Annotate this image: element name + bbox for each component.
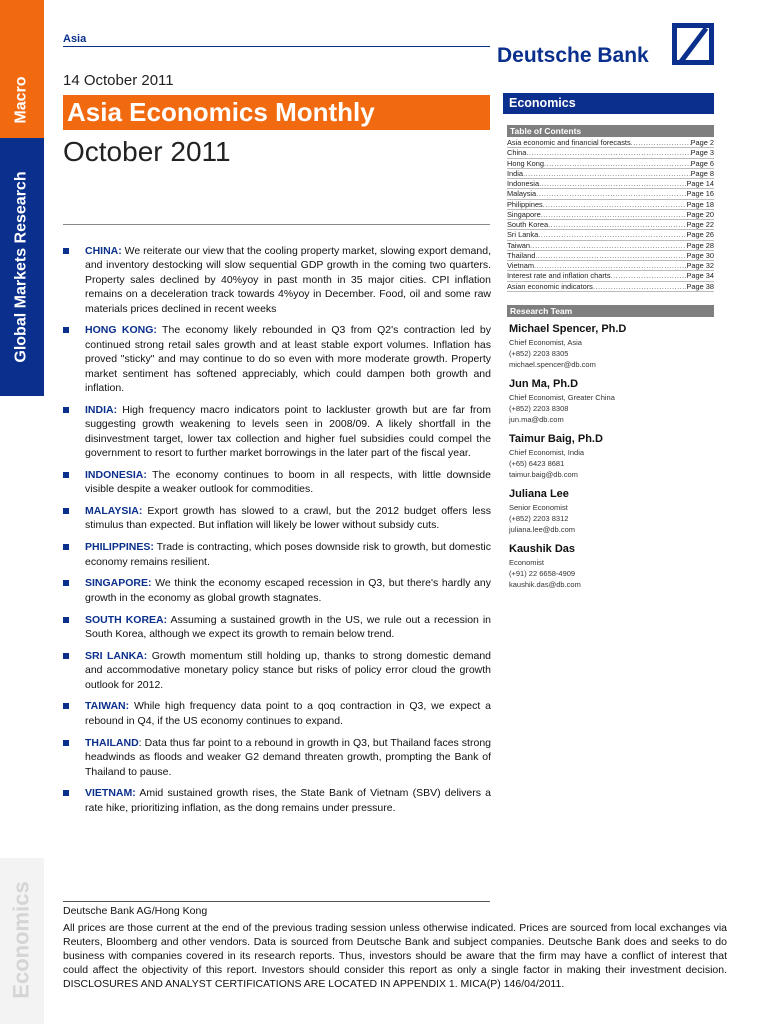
toc-entry[interactable]: [507, 230, 714, 240]
toc-entry[interactable]: [507, 241, 714, 251]
toc-header: Table of Contents: [507, 125, 714, 137]
country-label: PHILIPPINES:: [85, 541, 154, 554]
toc-leader-dots: [526, 148, 690, 158]
bullet-square-icon: [63, 740, 69, 746]
toc-leader-dots: [593, 282, 687, 292]
toc-entry-page: Page 38: [686, 281, 714, 291]
team-member-name: Juliana Lee: [509, 488, 569, 500]
region-divider: [63, 46, 490, 47]
toc-entry-title: India: [507, 168, 524, 178]
team-member: [509, 432, 714, 480]
toc-entry[interactable]: [507, 148, 714, 158]
publication-date: 14 October 2011: [63, 72, 174, 89]
toc-entry[interactable]: [507, 210, 714, 220]
toc-entry-page: Page 22: [686, 220, 714, 229]
toc-entry-title: Asia economic and financial forecasts: [507, 138, 631, 147]
country-bullet: [63, 649, 491, 692]
bullet-square-icon: [63, 248, 69, 254]
team-member-phone: (+852) 2203 8312: [509, 514, 569, 523]
toc-entry-title: Interest rate and inflation charts: [507, 271, 611, 281]
bullet-square-icon: [63, 617, 69, 623]
toc-leader-dots: [536, 189, 686, 199]
toc-entry[interactable]: [507, 159, 714, 169]
team-member-email[interactable]: kaushik.das@db.com: [509, 580, 581, 589]
toc-entry[interactable]: [507, 169, 714, 179]
country-bullet: [63, 736, 491, 779]
toc-entry-title: Thailand: [507, 250, 536, 260]
bullet-square-icon: [63, 327, 69, 333]
toc-entry-page: Page 2: [690, 138, 714, 147]
team-member-email[interactable]: michael.spencer@db.com: [509, 360, 596, 369]
left-sidebar-strip: [0, 0, 44, 1024]
toc-entry-title: Singapore: [507, 209, 541, 219]
team-member-name: Jun Ma, Ph.D: [509, 378, 579, 390]
bullet-square-icon: [63, 544, 69, 550]
research-team-header: Research Team: [507, 305, 714, 317]
toc-entry[interactable]: [507, 261, 714, 271]
toc-entry-page: Page 34: [686, 271, 714, 281]
country-summary-text: We think the economy escaped recession in Q3, but there's hardly any growth in the economy as global growth stagnates.: [85, 577, 491, 604]
toc-entry-title: Sri Lanka: [507, 230, 539, 240]
country-bullet: [63, 504, 491, 533]
toc-entry-title: South Korea: [507, 220, 549, 229]
economics-section-header: Economics: [503, 93, 714, 114]
country-label: MALAYSIA:: [85, 505, 143, 518]
country-label: INDONESIA:: [85, 468, 147, 481]
toc-leader-dots: [534, 261, 686, 271]
team-member-name: Kaushik Das: [509, 543, 576, 555]
toc-entry-title: Malaysia: [507, 189, 537, 199]
toc-entry-page: Page 20: [686, 209, 714, 219]
team-member-email[interactable]: juliana.lee@db.com: [509, 525, 575, 534]
toc-entry[interactable]: [507, 271, 714, 281]
toc-entry-page: Page 32: [686, 261, 714, 270]
country-label: HONG KONG:: [85, 324, 157, 337]
country-bullet: [63, 244, 491, 316]
country-bullet: [63, 468, 491, 497]
footer-divider: [63, 901, 490, 902]
country-bullet: [63, 786, 491, 815]
toc-entry-page: Page 8: [690, 168, 714, 178]
toc-entry-title: Taiwan: [507, 240, 531, 250]
bullet-square-icon: [63, 703, 69, 709]
team-member-role: Chief Economist, Greater China: [509, 393, 615, 402]
country-summary-text: Growth momentum still holding up, thanks to strong domestic demand and accommodative monetary policy stance but risks of policy error cloud the growth outlook for 2012.: [85, 649, 491, 691]
country-label: VIETNAM:: [85, 787, 136, 800]
country-summary-text: Trade is contracting, which poses downside risk to growth, but domestic economy remains resilient.: [85, 541, 491, 568]
country-summary-text: Export growth has slowed to a crawl, but the 2012 budget offers less stimulus than expected. But inflation will likely be lower without subsidy cuts.: [85, 505, 491, 532]
team-member-role: Chief Economist, India: [509, 448, 585, 457]
country-summary-text: Assuming a sustained growth in the US, we rule out a recession in South Korea, although we expect its growth to remain below trend.: [85, 613, 492, 641]
team-member-role: Senior Economist: [509, 503, 568, 512]
toc-entry[interactable]: [507, 200, 714, 210]
title-banner: [63, 95, 490, 130]
bullet-square-icon: [63, 790, 69, 796]
macro-label: Macro: [13, 76, 30, 124]
team-member: [509, 487, 714, 535]
bullet-square-icon: [63, 508, 69, 514]
team-member: [509, 542, 714, 590]
team-member-phone: (+852) 2203 8308: [509, 404, 569, 413]
toc-entry-page: Page 3: [690, 148, 714, 158]
country-bullet: [63, 613, 491, 642]
economics-watermark-label: Economics: [9, 881, 34, 999]
country-label: THAILAND: [85, 736, 139, 749]
footer-entity: Deutsche Bank AG/Hong Kong: [63, 905, 208, 917]
country-summary-text: High frequency macro indicators point to lackluster growth but are far from suggesting growth weakening to levels seen in 2008/09. A likely shortfall in the disinvestment target, lower tax collection and higher fuel subsidies could compel the government to resort to further market borrowings in the later part of the fiscal year.: [85, 403, 491, 460]
toc-leader-dots: [544, 159, 691, 169]
logo-slash-icon: [679, 27, 708, 64]
toc-leader-dots: [539, 179, 686, 189]
toc-entry-page: Page 18: [686, 199, 714, 209]
country-summary-list: [63, 244, 491, 823]
country-label: SOUTH KOREA:: [85, 613, 168, 626]
toc-entry-title: Philippines: [507, 199, 543, 209]
toc-leader-dots: [631, 138, 691, 148]
toc-entry-page: Page 30: [686, 250, 714, 260]
footer-disclaimer: All prices are those current at the end of the previous trading session unless otherwise indicated. Prices are sourced from local exchanges via Reuters, Bloomberg and other vendors. Data is sourced from Deutsche Bank and subject companies. Deutsche Bank does and seeks to do business with companies covered in its research reports. Thus, investors should be aware that the firm may have a conflict of interest that could affect the objectivity of this report. Investors should consider this report as only a single factor in making their investment decision. DISCLOSURES AND ANALYST CERTIFICATIONS ARE LOCATED IN APPENDIX 1. MICA(P) 146/04/2011.: [63, 922, 727, 990]
toc-entry-page: Page 6: [690, 158, 714, 168]
title-divider: [63, 224, 490, 225]
toc-leader-dots: [548, 220, 686, 230]
team-member-name: Michael Spencer, Ph.D: [509, 323, 627, 335]
team-member-role: Economist: [509, 558, 545, 567]
country-summary-text: While high frequency data point to a qoq contraction in Q3, we expect a rebound in Q4, if the US economy continues to expand.: [85, 700, 491, 727]
country-label: CHINA:: [85, 245, 122, 257]
toc-entry[interactable]: [507, 189, 714, 199]
toc-entry-page: Page 26: [686, 230, 714, 240]
report-subtitle: October 2011: [63, 136, 231, 167]
country-summary-text: The economy likely rebounded in Q3 from Q2's contraction led by continued strong retail sales growth and at least stable export volumes. Inflation has proved "sticky" and may continue to do so even with more moderate growth. Property market sentiment has softened appreciably, which could dampen both growth and inflation.: [85, 324, 491, 395]
toc-leader-dots: [611, 271, 687, 281]
team-member-phone: (+91) 22 6658-4909: [509, 569, 576, 578]
global-markets-research-label: Global Markets Research: [13, 171, 31, 363]
bullet-square-icon: [63, 580, 69, 586]
toc-entry-page: Page 14: [686, 179, 714, 188]
toc-entry-title: Asian economic indicators: [507, 281, 593, 291]
bullet-square-icon: [63, 407, 69, 413]
research-team-list: [509, 322, 714, 597]
toc-leader-dots: [535, 251, 686, 261]
toc-entry[interactable]: [507, 220, 714, 230]
bullet-square-icon: [63, 653, 69, 659]
country-bullet: [63, 699, 491, 728]
toc-entry[interactable]: [507, 282, 714, 292]
team-member-email[interactable]: jun.ma@db.com: [509, 415, 564, 424]
region-label: Asia: [63, 33, 87, 45]
team-member: [509, 377, 714, 425]
toc-leader-dots: [541, 210, 687, 220]
toc-leader-dots: [530, 241, 686, 251]
bullet-square-icon: [63, 472, 69, 478]
toc-entry-title: China: [507, 148, 527, 158]
country-label: TAIWAN:: [85, 700, 130, 713]
country-summary-text: We reiterate our view that the cooling property market, slowing export demand, and inventory destocking will slow sequential GDP growth in the coming two quarters. Property sales declined by 40%yoy in past month in 35 major cities. CPI inflation remains on a deceleration track towards 4%yoy in December. Food, oil and some raw materials prices declined in recent weeks: [85, 245, 491, 315]
table-of-contents: [507, 138, 714, 292]
country-label: SRI LANKA:: [85, 649, 148, 662]
deutsche-bank-logo-icon: [672, 23, 714, 65]
country-bullet: [63, 323, 491, 395]
report-title: Asia Economics Monthly: [67, 97, 375, 127]
country-bullet: [63, 540, 491, 569]
toc-entry-page: Page 28: [686, 240, 714, 250]
team-member-name: Taimur Baig, Ph.D: [509, 433, 603, 445]
team-member-phone: (+65) 6423 8681: [509, 459, 565, 468]
toc-entry[interactable]: [507, 138, 714, 148]
toc-entry-title: Hong Kong: [507, 158, 544, 168]
toc-leader-dots: [538, 230, 686, 240]
country-label: INDIA:: [85, 403, 118, 416]
toc-entry-title: Indonesia: [507, 179, 540, 188]
country-label: SINGAPORE:: [85, 577, 152, 590]
brand-name: Deutsche Bank: [497, 44, 649, 67]
team-member-email[interactable]: taimur.baig@db.com: [509, 470, 578, 479]
country-bullet: [63, 403, 491, 461]
team-member: [509, 322, 714, 370]
country-summary-text: : Data thus far point to a rebound in growth in Q3, but Thailand faces strong headwinds as floods and weaker G2 demand threaten growth, prompting the Bank of Thailand to pause.: [85, 736, 491, 778]
team-member-phone: (+852) 2203 8305: [509, 349, 569, 358]
toc-entry-page: Page 16: [686, 189, 714, 199]
team-member-role: Chief Economist, Asia: [509, 338, 582, 347]
toc-entry-title: Vietnam: [507, 261, 534, 270]
toc-entry[interactable]: [507, 179, 714, 189]
country-summary-text: Amid sustained growth rises, the State Bank of Vietnam (SBV) delivers a rate hike, prioritizing inflation, as the dong remains under pressure.: [85, 787, 491, 814]
toc-leader-dots: [543, 200, 687, 210]
toc-entry[interactable]: [507, 251, 714, 261]
country-bullet: [63, 576, 491, 605]
toc-leader-dots: [523, 169, 691, 179]
country-summary-text: The economy continues to boom in all respects, with little downside visible despite a weaker outlook for commodities.: [85, 468, 491, 496]
